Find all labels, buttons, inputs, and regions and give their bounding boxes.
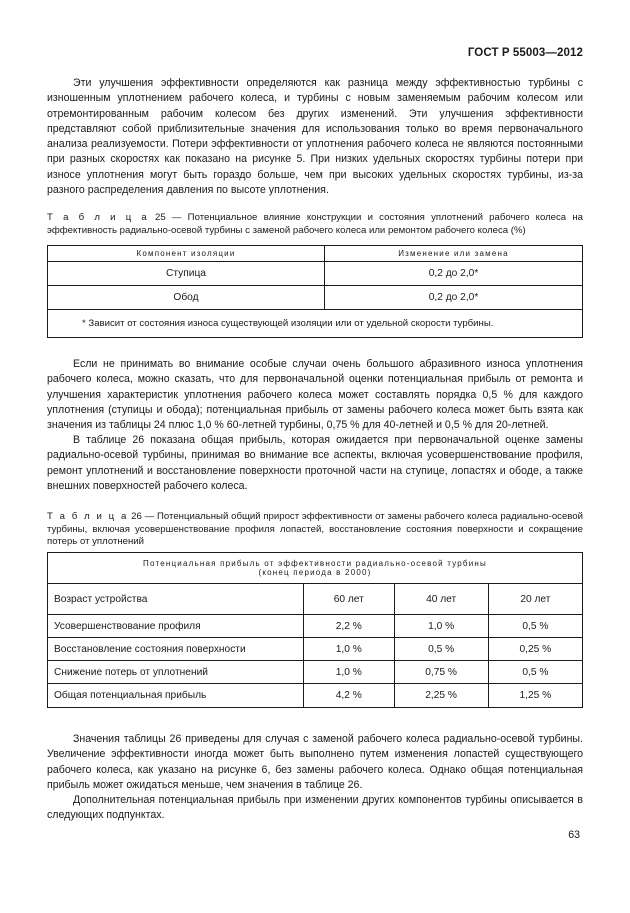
table-row — [48, 310, 583, 338]
page-number: 63 — [568, 829, 580, 841]
table-row — [48, 584, 583, 615]
table-row — [48, 262, 583, 286]
table-cell: 1,0 % — [394, 615, 488, 638]
table-cell: 2,25 % — [394, 684, 488, 708]
table-26-header — [48, 553, 583, 584]
table-26-caption-text: 26 — Потенциальный общий прирост эффективности от замены рабочего колеса радиально-осевой турбины, включая усовершенствование профиля лопастей, восстановление состояния поверхности и сокращение потерь от уплотнений — [47, 511, 583, 548]
table-cell: 0,5 % — [394, 638, 488, 661]
table-cell: 0,2 до 2,0* — [325, 262, 583, 286]
table-25-label: Т а б л и ц а — [47, 212, 149, 223]
table-cell: 1,0 % — [304, 638, 395, 661]
table-row — [48, 661, 583, 684]
document-code-header: ГОСТ Р 55003—2012 — [467, 47, 583, 59]
table-cell: Усовершенствование профиля — [48, 615, 304, 638]
table-cell: 4,2 % — [304, 684, 395, 708]
table-25 — [47, 245, 583, 338]
table-cell: 40 лет — [394, 584, 488, 615]
table-cell: Ступица — [48, 262, 325, 286]
table-cell: Общая потенциальная прибыль — [48, 684, 304, 708]
table-row — [48, 684, 583, 708]
table-row — [48, 638, 583, 661]
paragraph-table-26-values: Значения таблицы 26 приведены для случая с заменой рабочего колеса радиально-осевой турбины. Увеличение эффективности иногда может быть выполнено путем изменения лопастей существующего рабочего колеса, как указано на рисунке 6, без замены рабочего колеса. Однако общая потенциальная прибыль может ожидаться меньше, чем значения в таблице 26. — [47, 733, 583, 791]
table-25-footnote: * Зависит от состояния износа существующей изоляции или от удельной скорости турбины. — [48, 310, 583, 338]
paragraph-efficiency-improvements: Эти улучшения эффективности определяются как разница между эффективностью турбины с изношенным уплотнением рабочего колеса, и турбины с новым заменяемым рабочим колесом или отремонтированным рабочим колесом без других изменений. Эти улучшения эффективности представляют собой приблизительные значения для использования только во время первоначального анализа реализуемости. Потери эффективности от уплотнения рабочего колеса не являются постоянными при разных скоростях как показано на рисунке 5. При низких удельных скоростях турбины потери при износе уплотнения могут быть гораздо больше, чем при высоких удельных скоростях турбины, из-за разного распределения давления по высоте уплотнения. — [47, 77, 583, 197]
paragraph-abrasive-wear: Если не принимать во внимание особые случаи очень большого абразивного износа уплотнения рабочего колеса, можно сказать, что для первоначальной оценки потенциальная прибыль от ремонта и улучшения характеристик уплотнения рабочего колеса может составлять порядка 0,5 % для каждого уплотнения (ступицы и обода); потенциальная прибыль от замены рабочего колеса может быть взята как значения из таблицы 24 плюс 1,0 % 60-летней турбины, 0,75 % для 40-летней и 0,5 % для 20-летней. — [47, 358, 583, 432]
paragraph-additional-profit: Дополнительная потенциальная прибыль при изменении других компонентов турбины описывается в следующих подпунктах. — [47, 794, 583, 822]
table-25-caption — [47, 212, 583, 237]
table-26-header-line2: (конец периода в 2000) — [258, 568, 372, 577]
table-cell: 1,25 % — [488, 684, 582, 708]
table-25-header-component: Компонент изоляции — [48, 246, 325, 262]
table-cell: Снижение потерь от уплотнений — [48, 661, 304, 684]
table-26-header-line1: Потенциальная прибыль от эффективности радиально-осевой турбины — [143, 559, 487, 568]
table-cell: 0,25 % — [488, 638, 582, 661]
paragraph-table-26-intro: В таблице 26 показана общая прибыль, которая ожидается при первоначальной оценке замены радиально-осевой турбины, принимая во внимание все аспекты, включая усовершенствование профиля, ремонт уплотнений и восстановление поверхности проточной части на ступице, лопастях и ободе, а также внешних поверхностей рабочего колеса. — [47, 434, 583, 492]
table-row — [48, 286, 583, 310]
table-cell: 1,0 % — [304, 661, 395, 684]
table-cell: 2,2 % — [304, 615, 395, 638]
table-cell: 0,75 % — [394, 661, 488, 684]
table-25-caption-text: 25 — Потенциальное влияние конструкции и состояния уплотнений рабочего колеса на эффективность радиально-осевой турбины с заменой рабочего колеса или ремонтом рабочего колеса (%) — [47, 212, 583, 236]
table-26-label: Т а б л и ц а — [47, 511, 129, 522]
table-cell: 0,5 % — [488, 615, 582, 638]
table-cell: 0,5 % — [488, 661, 582, 684]
table-26 — [47, 552, 583, 708]
table-25-header-change: Изменение или замена — [325, 246, 583, 262]
table-cell: 0,2 до 2,0* — [325, 286, 583, 310]
table-cell: Обод — [48, 286, 325, 310]
table-cell: 60 лет — [304, 584, 395, 615]
table-cell: 20 лет — [488, 584, 582, 615]
table-26-caption — [47, 511, 583, 549]
table-cell: Возраст устройства — [48, 584, 304, 615]
table-cell: Восстановление состояния поверхности — [48, 638, 304, 661]
table-row — [48, 615, 583, 638]
